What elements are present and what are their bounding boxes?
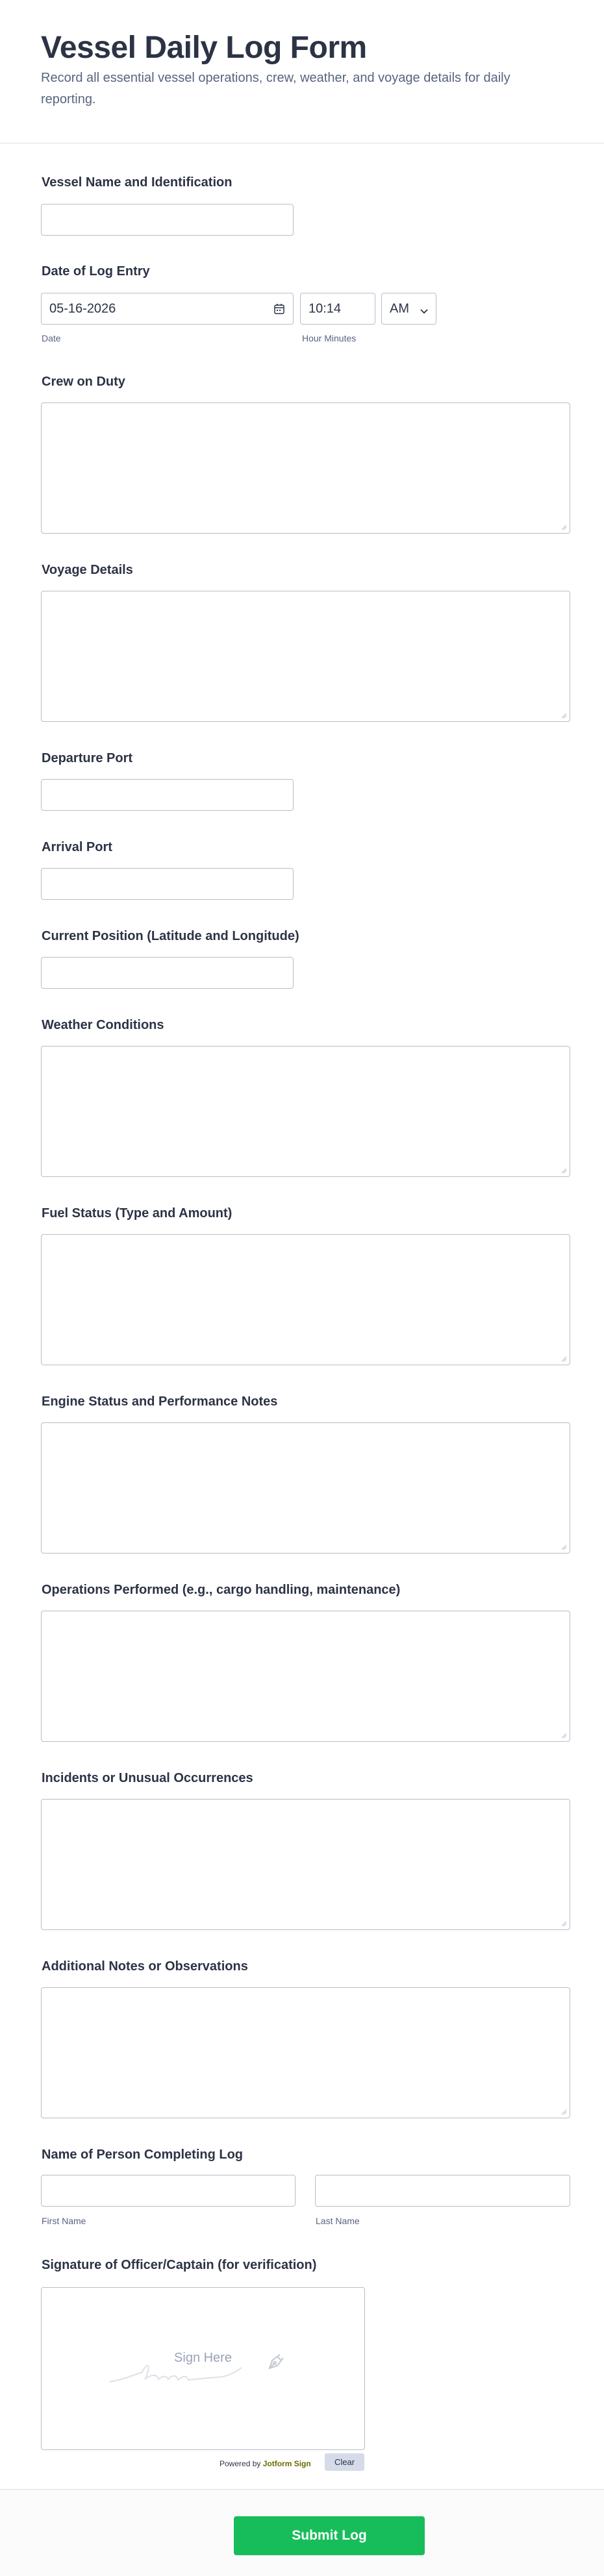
form-header (0, 0, 604, 143)
weather-label: Weather Conditions (42, 1018, 164, 1032)
powered-by-label: Powered by (220, 2459, 261, 2468)
submit-button[interactable]: Submit Log (234, 2516, 425, 2555)
operations-label: Operations Performed (e.g., cargo handling, maintenance) (42, 1583, 401, 1597)
vessel-name-label: Vessel Name and Identification (42, 175, 233, 190)
date-sublabel: Date (42, 333, 61, 343)
calendar-icon[interactable] (273, 303, 285, 315)
last-name-input[interactable] (315, 2175, 570, 2207)
date-input[interactable] (41, 293, 294, 325)
engine-label: Engine Status and Performance Notes (42, 1394, 278, 1409)
position-label: Current Position (Latitude and Longitude) (42, 929, 299, 943)
voyage-label: Voyage Details (42, 563, 133, 577)
incidents-label: Incidents or Unusual Occurrences (42, 1771, 253, 1785)
time-sublabel: Hour Minutes (302, 333, 357, 343)
resize-grip-icon[interactable] (560, 712, 567, 719)
fuel-label: Fuel Status (Type and Amount) (42, 1206, 233, 1220)
powered-by-text (220, 2459, 311, 2468)
vessel-name-input[interactable] (41, 204, 294, 236)
log-date-label: Date of Log Entry (42, 264, 150, 279)
arrival-label: Arrival Port (42, 840, 112, 854)
first-name-input[interactable] (41, 2175, 296, 2207)
resize-grip-icon[interactable] (560, 1732, 567, 1739)
resize-grip-icon[interactable] (560, 1544, 567, 1550)
operations-textarea[interactable] (41, 1611, 570, 1742)
position-input[interactable] (41, 957, 294, 989)
chevron-down-icon (420, 306, 428, 317)
fuel-textarea[interactable] (41, 1234, 570, 1365)
resize-grip-icon[interactable] (560, 524, 567, 530)
departure-input[interactable] (41, 779, 294, 811)
signature-pad[interactable] (41, 2287, 365, 2450)
person-label: Name of Person Completing Log (42, 2148, 244, 2162)
crew-label: Crew on Duty (42, 375, 125, 389)
resize-grip-icon[interactable] (560, 1920, 567, 1927)
weather-textarea[interactable] (41, 1046, 570, 1177)
arrival-input[interactable] (41, 868, 294, 900)
form-footer (0, 2489, 604, 2576)
form-subtitle: Record all essential vessel operations, crew, weather, and voyage details for daily reporting. (41, 71, 510, 106)
resize-grip-icon[interactable] (560, 1167, 567, 1174)
notes-label: Additional Notes or Observations (42, 1959, 248, 1974)
date-value: 05-16-2026 (49, 301, 116, 316)
time-value: 10:14 (308, 301, 342, 316)
signature-placeholder: Sign Here (174, 2351, 232, 2365)
signature-label: Signature of Officer/Captain (for verification) (42, 2258, 317, 2272)
incidents-textarea[interactable] (41, 1799, 570, 1930)
notes-textarea[interactable] (41, 1987, 570, 2118)
departure-label: Departure Port (42, 751, 133, 765)
ampm-select[interactable] (381, 293, 436, 325)
crew-textarea[interactable] (41, 402, 570, 534)
time-input[interactable] (300, 293, 375, 325)
resize-grip-icon[interactable] (560, 1356, 567, 1362)
last-name-sublabel: Last Name (316, 2216, 360, 2226)
form-title: Vessel Daily Log Form (41, 31, 367, 65)
pen-icon (266, 2353, 285, 2372)
jotform-sign-link[interactable]: Jotform Sign (262, 2459, 311, 2468)
resize-grip-icon[interactable] (560, 2109, 567, 2115)
engine-textarea[interactable] (41, 1422, 570, 1554)
ampm-value: AM (390, 301, 409, 316)
voyage-textarea[interactable] (41, 591, 570, 722)
first-name-sublabel: First Name (42, 2216, 86, 2226)
clear-signature-button[interactable]: Clear (325, 2453, 364, 2471)
